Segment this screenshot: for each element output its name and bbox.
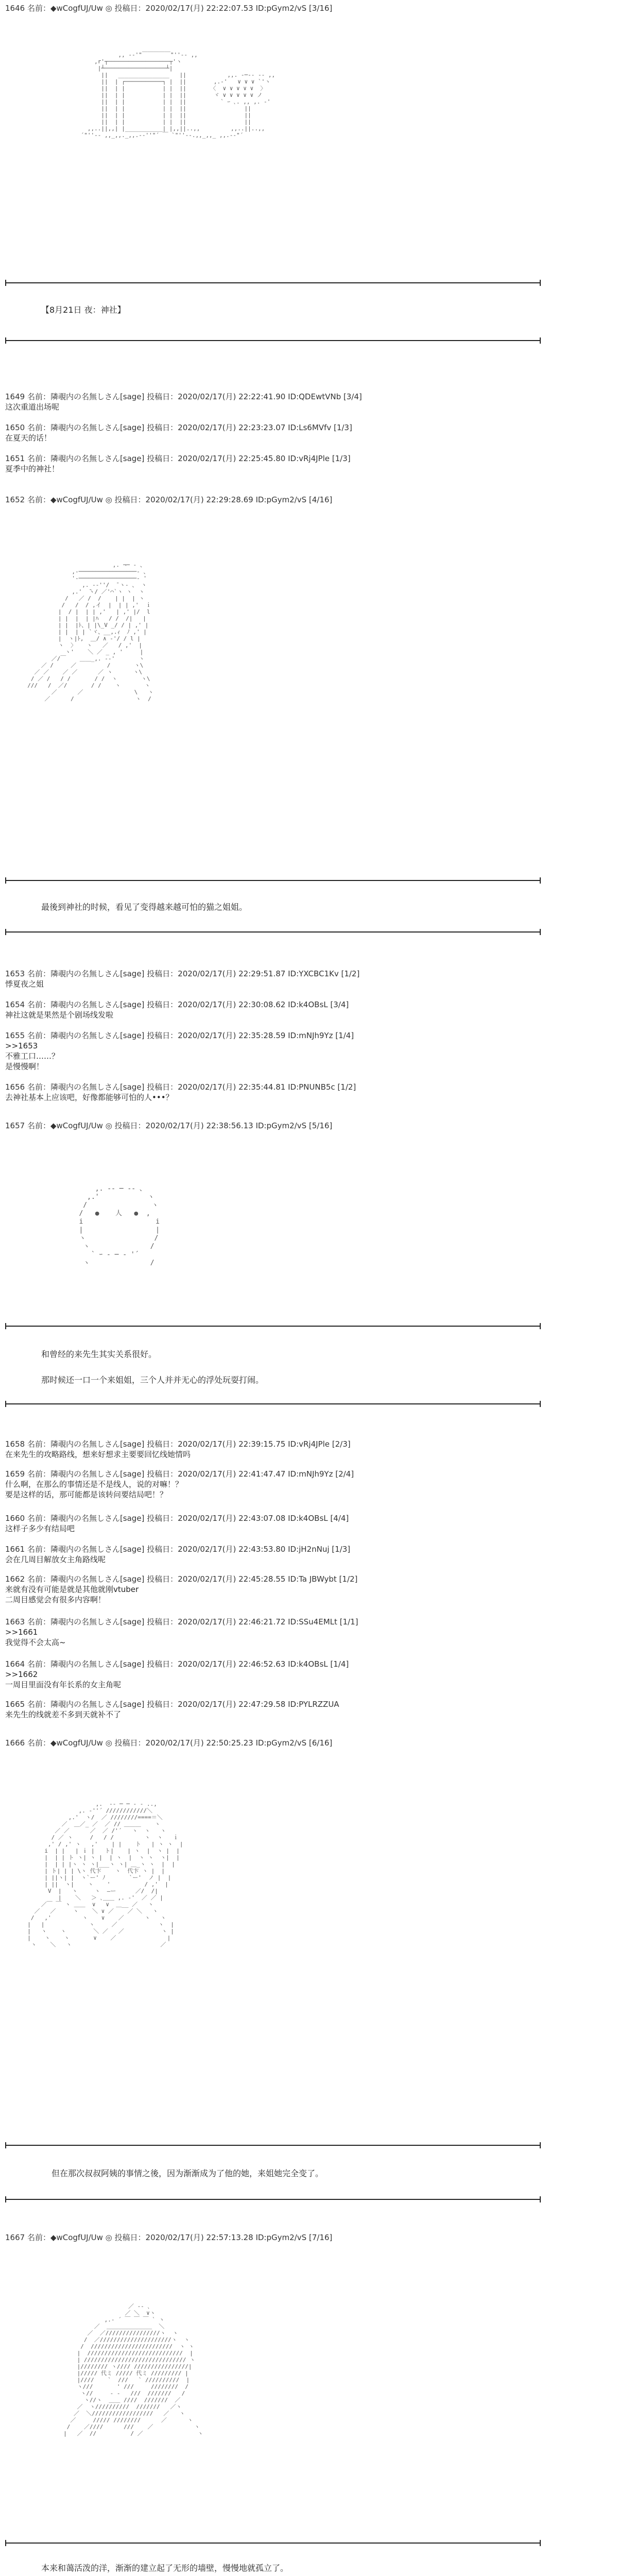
- post-body-1663: >>1661 我觉得不会太高~: [5, 1628, 66, 1647]
- post-body-1649: 这次重道出场呢: [5, 402, 60, 412]
- section-divider: [5, 2145, 541, 2146]
- post-body-1655: >>1653 不雅工口……？ 是慢慢啊！: [5, 1041, 60, 1071]
- post-header-1646: 1646 名前：◆wCogfUJ/Uw ◎ 投稿日：2020/02/17(月) 22:22:07.53 ID:pGym2/vS [3/16]: [5, 4, 333, 13]
- post-header-1656: 1656 名前：隣覗内の名無しさん[sage] 投稿日：2020/02/17(月) 22:35:44.81 ID:PNUNB5c [1/2]: [5, 1082, 356, 1092]
- post-body-1661: 会在几周目解放女主角路线呢: [5, 1555, 106, 1564]
- post-header-1663: 1663 名前：隣覗内の名無しさん[sage] 投稿日：2020/02/17(月) 22:46:21.72 ID:SSu4EMLt [1/1]: [5, 1617, 358, 1626]
- section-divider: [5, 931, 541, 933]
- aa-shrine-gate: ,, -‐'"￣￣￣￣￣"''‐- ,, ,r'┬──────────────────┬'ヽ |┴──────────────────┴| || _______________ || ,,. -─‐‐ ‐‐ ,, || | ┌───────────┐ | || ,.-' ∨ ∨ ∨ `'ヽ || | | | | || 〈 ∨ ∨ ∨ ∨ ∨ 〉 || | | | | || ヾ ∨ ∨ ∨ ∨ ∨ ノ || | | | | || ` ｰ ､. ,, ,. -' || | | | | || || || | | | | || || || | | | | || || ,,..||,,| |___________| |,,||..,, ,,..||..,, ´"''‐- ,,_,,._,,.-‐''"´ ￣ `"''‐-.,,_,,_ ,,.-‐"´: [80, 52, 276, 139]
- post-header-1651: 1651 名前：隣覗内の名無しさん[sage] 投稿日：2020/02/17(月) 22:25:45.80 ID:vRj4JPle [1/3]: [5, 454, 351, 463]
- scene-label: 【8月21日 夜：神社】: [41, 305, 126, 315]
- post-body-1654: 神社这就是果然是个剧场线发啦: [5, 1010, 114, 1020]
- post-body-1650: 在夏天的话！: [5, 433, 52, 443]
- aa-sister-back: ／ ‐- ､ ／ ＼ ∨ヽ ,.- ´ ￣ ￣ ￣ ` ヽ ／ ＿＿＿＿＿＿＿＿ ＼ ／ ／////////////////ヽ ヽ / ／/////////////////////ヽ ヽ / //////////////////////// ヽ ヽ | //////////////////////////// | | ////////////////////////////// ヽ |//////// ヽ//// ////////////////| |///// 代ミ ///// 代ミ ///////// | |//// ` /// ` ////////// | ヽ/// ' /// //////// / ヽ// ‐ - /// /////// / ヽ//ヽ ＿＿ //// /////// ／ ／ ヽ////////// /////// ／ヽ ／ ＼////////////////// ／ ヽ ／ ///// //////// ／ ヽ / ／//// /// ／ ヽ | ／ // / ／ ヽ: [63, 2303, 203, 2437]
- post-header-1666: 1666 名前：◆wCogfUJ/Uw ◎ 投稿日：2020/02/17(月) 22:50:25.23 ID:pGym2/vS [6/16]: [5, 1738, 333, 1748]
- narration-caption-2a: 和曾经的来先生其实关系很好。: [41, 1349, 157, 1359]
- aa-blob-face: ,. -‐ ─ ‐- 、 ,.' ヽ / ヽ / ● 人 ● , i i | | ヽ / ヽ / ` ｰ ‐ ─ ‐ '´ ヽ /: [79, 1185, 160, 1267]
- section-divider: [5, 1326, 541, 1327]
- section-divider: [5, 2543, 541, 2544]
- post-header-1652: 1652 名前：◆wCogfUJ/Uw ◎ 投稿日：2020/02/17(月) 22:29:28.69 ID:pGym2/vS [4/16]: [5, 495, 333, 504]
- narration-caption-1: 最後到神社的时候，看见了变得越来越可怕的猫之姐姐。: [41, 902, 248, 912]
- section-divider: [5, 880, 541, 881]
- post-header-1660: 1660 名前：隣覗内の名無しさん[sage] 投稿日：2020/02/17(月) 22:43:07.08 ID:k4OBsL [4/4]: [5, 1514, 349, 1523]
- section-divider: [5, 1403, 541, 1404]
- post-body-1665: 来先生的线就差不多到天就补不了: [5, 1710, 122, 1719]
- post-body-1653: 悸夏夜之姐: [5, 979, 44, 989]
- post-header-1649: 1649 名前：隣覗内の名無しさん[sage] 投稿日：2020/02/17(月) 22:22:41.90 ID:QDEwtVNb [3/4]: [5, 392, 362, 401]
- post-body-1651: 夏季中的神社！: [5, 464, 60, 473]
- narration-caption-3: 但在那次叔叔阿姨的事情之後，因为渐渐成为了他的她，来姐她完全变了。: [52, 2168, 324, 2178]
- post-header-1664: 1664 名前：隣覗内の名無しさん[sage] 投稿日：2020/02/17(月) 22:46:52.63 ID:k4OBsL [1/4]: [5, 1659, 349, 1669]
- post-header-1650: 1650 名前：隣覗内の名無しさん[sage] 投稿日：2020/02/17(月) 22:23:23.07 ID:Ls6MVfv [1/3]: [5, 423, 352, 432]
- section-divider: [5, 282, 541, 283]
- post-body-1658: 在来先生的攻略路线，想来好想求主要要回忆线她情吗: [5, 1450, 191, 1459]
- narration-caption-2b: 那时候还一口一个来姐姐，三个人并并无心的浮处玩耍打闹。: [41, 1375, 264, 1385]
- narration-caption-4a: 本来和蔼活泼的洋，渐渐的建立起了无形的墙壁，慢慢地就孤立了。: [41, 2563, 289, 2573]
- post-header-1655: 1655 名前：隣覗内の名無しさん[sage] 投稿日：2020/02/17(月) 22:35:28.59 ID:mNJh9Yz [1/4]: [5, 1031, 354, 1040]
- post-header-1657: 1657 名前：◆wCogfUJ/Uw ◎ 投稿日：2020/02/17(月) 22:38:56.13 ID:pGym2/vS [5/16]: [5, 1121, 333, 1130]
- post-header-1654: 1654 名前：隣覗内の名無しさん[sage] 投稿日：2020/02/17(月) 22:30:08.62 ID:k4OBsL [3/4]: [5, 1000, 349, 1009]
- section-divider: [5, 2199, 541, 2200]
- section-divider: [5, 340, 541, 341]
- post-body-1656: 去神社基本上应该吧，好像都能够可怕的人•••？: [5, 1093, 174, 1102]
- post-body-1664: >>1662 一周目里面没有年长系的女主角呢: [5, 1670, 122, 1689]
- post-body-1662: 来就有没有可能是就是其他就刚vtuber 二周目感觉会有很多内容啊！: [5, 1585, 139, 1604]
- post-header-1661: 1661 名前：隣覗内の名無しさん[sage] 投稿日：2020/02/17(月) 22:43:53.80 ID:jH2nNuj [1/3]: [5, 1545, 351, 1554]
- post-header-1665: 1665 名前：隣覗内の名無しさん[sage] 投稿日：2020/02/17(月) 22:47:29.58 ID:PYLRZZUA: [5, 1700, 339, 1709]
- post-body-1660: 这样子多少有结局吧: [5, 1524, 75, 1533]
- post-header-1659: 1659 名前：隣覗内の名無しさん[sage] 投稿日：2020/02/17(月) 22:41:47.47 ID:mNJh9Yz [2/4]: [5, 1469, 354, 1479]
- post-header-1662: 1662 名前：隣覗内の名無しさん[sage] 投稿日：2020/02/17(月) 22:45:28.55 ID:Ta JBWybt [1/2]: [5, 1574, 358, 1584]
- aa-sister-figure: ,. ¬─ ‐ 、 ,-─────────────────‐ 、 '-─────────────────‐ ' ,. -‐''/ ̄ ヽ‐ 、 ヽ ,.' ̄ヽ/ ／'⌒`ヽ ヽ ヽ / ／ / / | | | ヽ / / / ,イ | | | ,' ｉ | / | | | ,' | ,' |/ l | | | | |ﾊ / / /| | | | |ﾄ、| |\_V _/ / | ,' | | | | | `ヾ、__,.ｨ ﾉ ,' | | ヽ|ﾄ, ＿/ ∧ -'/ / l | ヽ 〉 ヽ ／ / ,' | ヽ' ＼ ／ _ , ' | ／/￣ ＿＿_,. -‐' ヽ ／ / ／ / ヽ\ ／ ／ ／ ／ ／ ヽ ヽ\ / ／ / / / / / ヽ ヽ\ /// / ／/ / / ヽ ヽ ／ ／ \ ヽ ／ / ヽ /: [27, 562, 154, 702]
- aa-sister-closeup: ,. -‐ ─ ─ ‐ - .., ,. ‐''´ ////////////＼ ,.' ヽ/ ／ ////////====＝＼ ／ ＿／_ ／ ／ // ＿＿＿ ヽ ／ ／ ／ ／ /'´ ヽ ヽ ヽ / ／ ヽ / / / ヽ ヽ ｉ ,' / ,' ヽ ,' | | ト | ヽ ヽ | i | | | ｉ | ト| | ヽ | ヽ | | | | | ト ヽ| ヽ | | ヽ | ヽ ヽ ヽ| | | | | |ヽ ヽ ヽ|___ヽ ヽ| ＿_ヽ ヽ | | | ト| | | \ヽ 代卞 ヽ 代卞 ヽ | | | ||ヽ| | ヽ`ー' ﾉ `ー' ノ | | | || ヽ| ヽ ' / ,' | V | ヽ ヽ ―ー ／/ /| | ＼ ＞ ､＿＿ ,. ‐' ／ ／ | ／￣ ￣ ヽ ＿＿ ∨ ∨ ＿__ ／ ヽ ／ ／ ヽ ＼ ∨ ／ ／ ＼ ヽ / ,' ヽ ∨ ／ ヽ ヽ | | ヽ ／ ヽ | | ヽ ヽ ＼ ／ ／ ヽ | | ヽ ヽ ∨ ／ | ヽ ＼ ヽ ／: [27, 1801, 183, 1948]
- post-header-1667: 1667 名前：◆wCogfUJ/Uw ◎ 投稿日：2020/02/17(月) 22:57:13.28 ID:pGym2/vS [7/16]: [5, 2233, 333, 2242]
- post-header-1653: 1653 名前：隣覗内の名無しさん[sage] 投稿日：2020/02/17(月) 22:29:51.87 ID:YXCBC1Kv [1/2]: [5, 969, 360, 978]
- post-header-1658: 1658 名前：隣覗内の名無しさん[sage] 投稿日：2020/02/17(月) 22:39:15.75 ID:vRj4JPle [2/3]: [5, 1439, 351, 1449]
- post-body-1659: 什么啊，在那么的事情还是不是线人，说的对嘛！？ 要是这样的话，那可能都是该转问要结局吧！？: [5, 1480, 183, 1499]
